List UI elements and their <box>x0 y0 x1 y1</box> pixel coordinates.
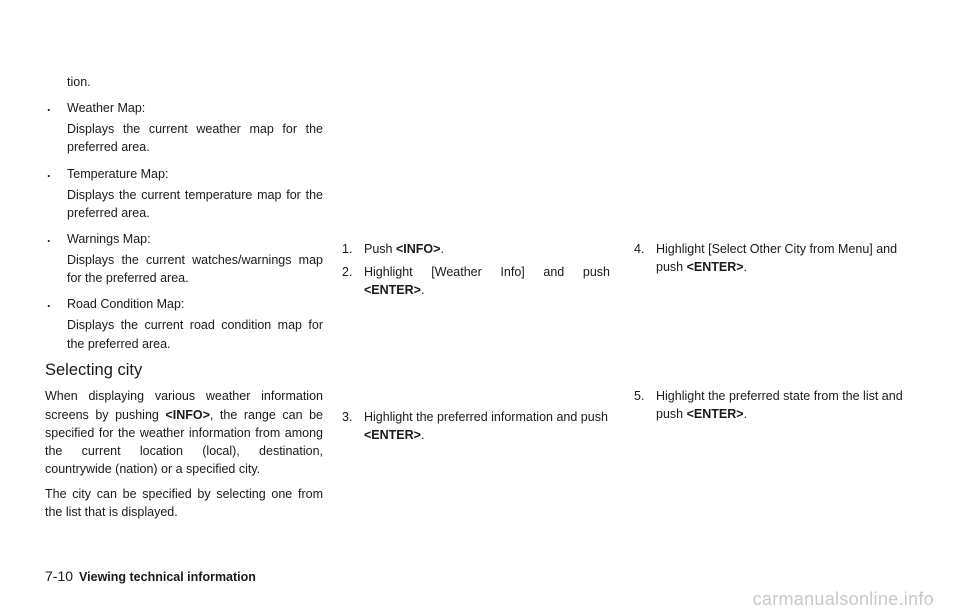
step-3: 3. Highlight the preferred information and push <ENTER>. <box>342 410 608 443</box>
bullet-icon: . <box>47 230 51 245</box>
list-item-desc: Displays the current weather map for the preferred area. <box>67 122 323 155</box>
right-column <box>634 0 916 611</box>
list-item-desc: Displays the current road condition map for the preferred area. <box>67 318 323 351</box>
list-item: . Road Condition Map: <box>47 296 185 312</box>
body-paragraph: The city can be specified by selecting one from the list that is displayed. <box>45 487 323 520</box>
bullet-icon: . <box>47 296 51 311</box>
page-footer <box>45 566 256 586</box>
page-number: 7-10 <box>45 568 74 584</box>
step-5: 5. Highlight the preferred state from the list and push <ENTER>. <box>634 389 903 422</box>
step-4: 4. Highlight [Select Other City from Menu] and push <ENTER>. <box>634 242 898 275</box>
step-2: 2. Highlight [Weather Info] and push <ENTER>. <box>342 265 610 298</box>
bullet-icon: . <box>47 100 51 115</box>
section-heading: Selecting city <box>45 360 143 379</box>
continued-text: tion. <box>67 75 91 89</box>
list-item: . Weather Map: <box>47 100 146 116</box>
step-1: 1. Push <INFO>. <box>342 242 444 256</box>
list-item: . Warnings Map: <box>47 230 151 246</box>
list-item-desc: Displays the current watches/warnings map for the preferred area. <box>67 253 323 286</box>
middle-column <box>342 0 610 611</box>
watermark: carmanualsonline.info <box>752 589 934 609</box>
list-item-desc: Displays the current temperature map for the preferred area. <box>67 187 323 220</box>
section-title: Viewing technical information <box>79 570 256 584</box>
map-list <box>45 99 323 353</box>
bullet-icon: . <box>47 165 51 180</box>
body-paragraph: When displaying various weather information screens by pushing <INFO>, the range can be specified for the weather information from among the current location (local), destination, countrywide (nation) or a specified city. <box>45 389 323 476</box>
left-column <box>45 73 323 528</box>
list-item: . Temperature Map: <box>47 165 169 181</box>
